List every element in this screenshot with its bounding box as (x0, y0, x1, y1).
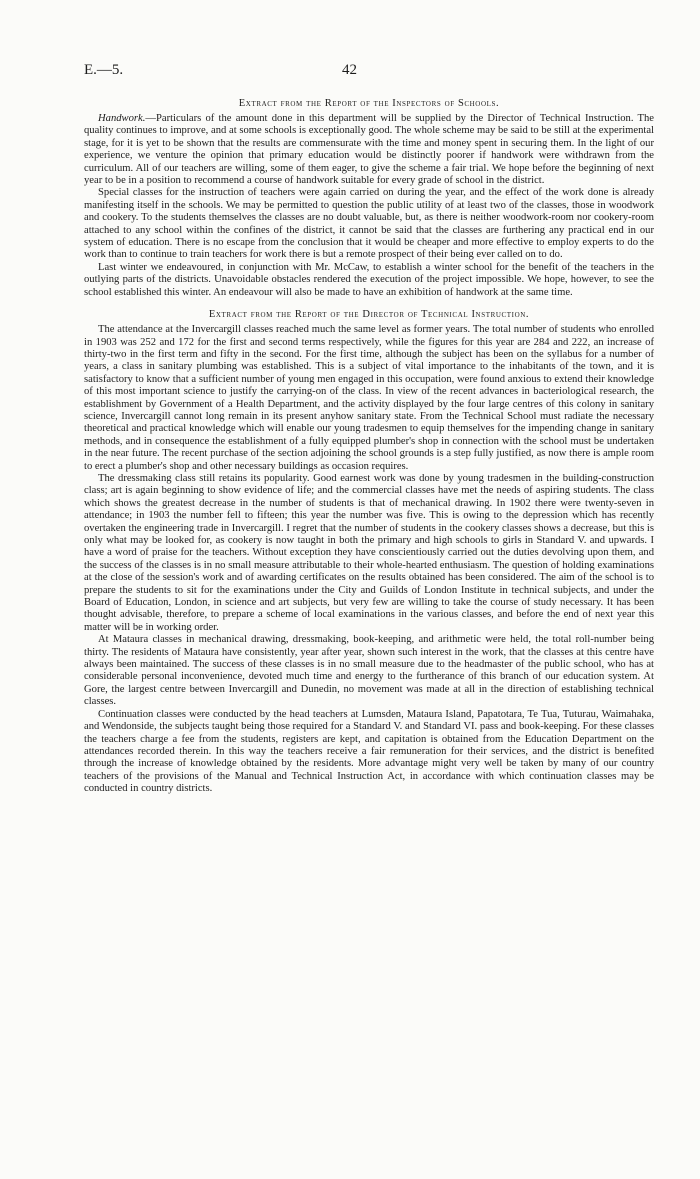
section-heading-inspectors: Extract from the Report of the Inspectors of Schools. (238, 98, 500, 109)
section-heading-director: Extract from the Report of the Director of Technical Instruction. (208, 309, 530, 321)
paragraph (84, 113, 654, 187)
paragraph-text: The attendance at the Invercargill classes reached much the same level as former years. The total number of students who enrolled in 1903 was 252 and 172 for the first and second terms respectively, while the figures for this year are 284 and 222, an increase of thirty-two in the first term and fifty in the second. For the first time, although the subject has been on the syllabus for a number of years, a class in sanitary plumbing was established. This is a subject of vital importance to the inhabitants of the town, and it is satisfactory to know that a sufficient number of young men engaged in this occupation, were found anxious to extend their knowledge of this most important science to justify the carrying-on of the class. In view of the recent advances in bacteriological research, the establishment by Government of a Health Department, and the activity displayed by the four large centres of this colony in sanitary science, Invercargill cannot long remain in its present anyhow sanitary state. From the Technical School must radiate the necessary theoretical and practical knowledge which will enable our young tradesmen to equip themselves for the impending change in sanitary methods, and in consequence the establishment of a fully equipped plumber's shop in connection with the school must be undertaken in the near future. The recent purchase of the section adjoining the school grounds is a step fully justified, as now there is ample room to erect a plumber's shop and other necessary buildings as occasion requires. (84, 324, 654, 472)
paragraph (84, 709, 654, 796)
paragraph (84, 473, 654, 634)
paragraph (84, 634, 654, 708)
report-reference: E.—5. (84, 62, 124, 78)
paragraph (84, 324, 654, 473)
page-number: 42 (342, 62, 357, 78)
paragraph-text: Continuation classes were conducted by the head teachers at Lumsden, Mataura Island, Papatotara, Te Tua, Tuturau, Waimahaka, and Wendonside, the subjects taught being those required for a Standard V. and Standard VI. pass and book-keeping. For these classes the teachers charge a fee from the students, registers are kept, and capitation is obtained from the Education Department on the attendances recorded therein. In this way the teachers receive a fair remuneration for their services, and the district is benefited through the increase of knowledge obtained by the residents. More advantage might very well be taken by many of our country teachers of the provisions of the Manual and Technical Instruction Act, in accordance with which continuation classes may be conducted in country districts. (84, 708, 654, 795)
paragraph-text: The dressmaking class still retains its popularity. Good earnest work was done by young tradesmen in the building-construction class; art is again beginning to show evidence of life; and the commercial classes have met the needs of aspiring students. The class which shows the greatest decrease in the number of students is that of mechanical drawing. In 1902 there were twenty-seven in attendance; in 1903 the number fell to fifteen; this year the number was five. This is owing to the depression which has recently overtaken the engineering trade in Invercargill. I regret that the number of students in the cookery classes shows a decrease, but this is only what may be looked for, as cookery is now taught in both the primary and high schools to girls in Standard V. and upwards. I have a word of praise for the teachers. Without exception they have conscientiously carried out the duties devolving upon them, and the success of the classes is in no small measure attributable to their whole-hearted enthusiasm. The question of holding examinations at the close of the session's work and of awarding certificates on the results obtained has been considered. The aim of the school is to prepare the students to sit for the examinations under the City and Guilds of London Institute in technical subjects, and under the Board of Education, London, in science and art subjects, but very few are willing to take the course of study necessary. It has been thought advisable, therefore, to prepare a scheme of local examinations in the various classes, and before the end of next year this matter will be in working order. (84, 472, 654, 633)
paragraph-text: At Mataura classes in mechanical drawing, dressmaking, book-keeping, and arithmetic were held, the total roll-number being thirty. The residents of Mataura have consistently, year after year, shown such interest in the work, that the classes at this centre have always been maintained. The success of these classes is in no small measure due to the headmaster of the public school, who has at considerable personal inconvenience, devoted much time and energy to the furtherance of this branch of our education system. At Gore, the largest centre between Invercargill and Dunedin, no movement was made at all in the direction of establishing technical classes. (84, 634, 654, 708)
paragraph-text: Special classes for the instruction of teachers were again carried on during the year, and the effect of the work done is already manifesting itself in the schools. We may be permitted to question the public utility of at least two of the classes, those in woodwork and cookery. To the students themselves the classes are no doubt valuable, but, as there is neither woodwork-room nor cookery-room attached to any school within the confines of the district, it cannot be said that the classes are furthering any practical end in our system of education. There is no escape from the conclusion that it would be cheaper and more effective to employ experts to do the work than to continue to train teachers for work there is but a remote prospect of their being ever called on to do. (84, 187, 654, 261)
paragraph-text: —Particulars of the amount done in this department will be supplied by the Director of Technical Instruction. The quality continues to improve, and at some schools is exceptionally good. The whole scheme may be said to be still at the experimental stage, for it is yet to be shown that the results are commensurate with the time and money spent in securing them. In the light of our experience, we venture the opinion that primary education would be distinctly poorer if handwork were withdrawn from the curriculum. All of our teachers are willing, some of them eager, to give the scheme a fair trial. We hope before the beginning of next year to be in a position to recommend a course of handwork suitable for every grade of school in the district. (84, 113, 654, 187)
page-header (84, 62, 654, 86)
paragraph (84, 262, 654, 299)
paragraph (84, 187, 654, 261)
paragraph-lead: Handwork. (98, 113, 146, 124)
paragraph-text: Last winter we endeavoured, in conjunction with Mr. McCaw, to establish a winter school for the benefit of the teachers in the outlying parts of the districts. Unavoidable obstacles rendered the execution of the project impossible. We hope, however, to see the school established this winter. An endeavour will also be made to have an exhibition of handwork at the same time. (84, 261, 654, 298)
